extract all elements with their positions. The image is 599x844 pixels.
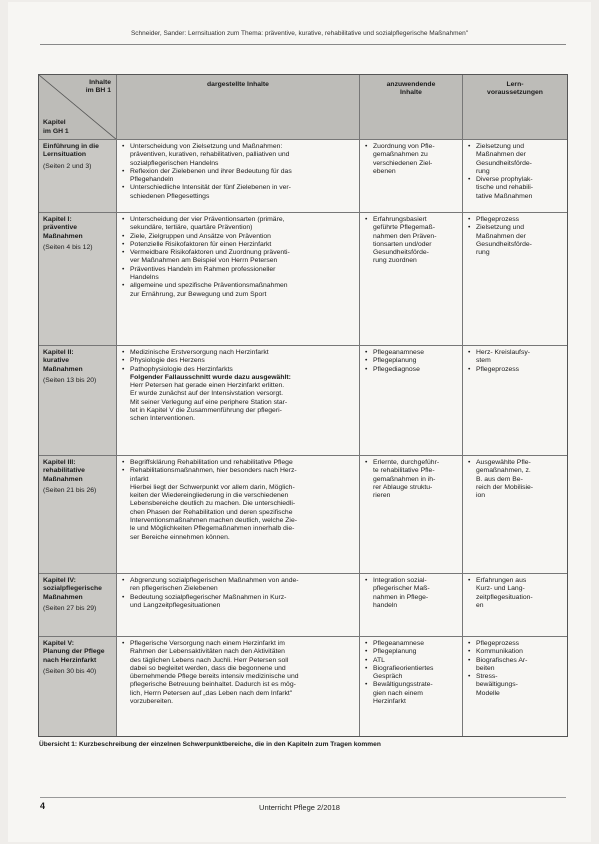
table-row [39,140,567,213]
content-bullet [130,233,355,241]
prereq-list [467,459,563,500]
chapter-pages [43,244,112,252]
content-line: • Ziele, Zielgruppen und Ansätze von Prävention [130,232,271,240]
prereq-list [467,577,563,610]
apply-bullet [373,648,458,656]
content-bullet [130,357,355,365]
chapter-title [43,216,112,241]
prereq-cell [463,140,567,212]
chapter-pages-line: (Seiten 13 bis 20) [43,376,97,384]
corner-top-line: Inhalte [89,79,111,86]
content-line: zur Ernährung, zur Bewegung und zum Sport [130,290,267,298]
apply-line: nahmen den Präven- [373,232,437,240]
content-bullet [130,366,355,374]
prereq-line: stem [476,357,491,365]
chapter-title-line: Planung der Pflege [43,648,105,656]
prereq-line: Kurz- und Lang- [476,585,525,593]
content-line: übernehmende Pflege bereits intensiv medizinische und [130,673,299,681]
prereq-line: B. aus dem Be- [476,475,523,483]
content-line: Pflegehandeln [130,176,174,184]
apply-line: te rehabilitative Pfle- [373,467,435,475]
content-line: pflegerische Betreuung beinhaltet. Dadurch ist es mög- [130,681,296,689]
header-apply-cell [360,75,463,139]
content-list [121,459,355,484]
content-cell [117,456,360,573]
content-bullet [130,577,355,594]
prereq-line: ion [476,492,486,500]
prereq-list [467,349,563,374]
prereq-line: • Zielsetzung und [476,143,524,150]
content-list [121,143,355,201]
apply-line: • Pflegeplanung [373,648,417,656]
prereq-bullet [476,366,563,374]
content-line: tet in Kapitel V die Zusammenführung der pflegeri- [130,407,282,415]
apply-cell [360,140,463,212]
chapter-title-line: Lernsituation [43,151,87,159]
content-line: Mit seiner Verlegung auf eine periphere Station star- [130,398,288,406]
chapter-pages-line: (Seiten 4 bis 12) [43,243,93,251]
content-list [121,640,355,706]
apply-bullet [373,459,458,500]
apply-bullet [373,665,458,682]
header-content-cell [117,75,360,139]
chapter-title [43,577,112,602]
header-prereq-line: voraussetzungen [487,89,543,97]
content-bullet [130,459,355,467]
chapter-title-line: Kapitel IV: [43,577,76,584]
apply-bullet [373,577,458,610]
prereq-bullet [476,673,563,698]
prereq-list [467,216,563,257]
content-line: • Begriffsklärung Rehabilitation und rehabilitative Pflege [130,459,293,466]
apply-line: gien nach einem [373,689,423,697]
chapter-title [43,349,112,374]
content-line: sozialpflegerischen Handelns [130,159,219,167]
prereq-line: Gesundheitsförde- [476,159,532,167]
prereq-list [467,143,563,201]
header-corner-cell [39,75,117,139]
prereq-line: • Erfahrungen aus [476,577,527,584]
prereq-bullet [476,143,563,176]
apply-line: • Integration sozial- [373,577,427,584]
content-note [130,374,355,424]
chapter-pages [43,605,112,613]
chapter-pages-line: (Seiten 2 und 3) [43,162,92,170]
apply-line: handeln [373,601,398,609]
prereq-line: Maßnahmen der [476,151,526,159]
chapter-title [43,459,112,484]
content-line: • Pathophysiologie des Herzinfarkts [130,365,233,373]
apply-line: rung zuordnen [373,257,417,265]
chapter-title-line: Kapitel V: [43,640,74,647]
chapter-cell [39,637,117,736]
content-line: • Physiologie des Herzens [130,357,205,365]
content-line: schiedenen Pflegesettings [130,192,210,200]
apply-line: verschiedenen Ziel- [373,159,433,167]
apply-line: geführte Pflegemaß- [373,224,435,232]
prereq-bullet [476,459,563,500]
content-line: • Potenzielle Risikofaktoren für einen Herzinfarkt [130,240,272,248]
apply-line: tionsarten und/oder [373,240,432,248]
prereq-line: • Herz- Kreislaufsy- [476,349,531,356]
chapter-title-line: Maßnahmen [43,232,83,240]
content-bullet [130,143,355,168]
chapter-title-line: Kapitel II: [43,349,74,356]
apply-line: nahmen in Pflege- [373,593,429,601]
content-line: • Bedeutung sozialpflegerischer Maßnahmen in Kurz- [130,593,287,601]
content-line: ren pflegerischen Zielebenen [130,585,218,593]
apply-line: • Pflegeplanung [373,357,417,365]
content-line: • Abgrenzung sozialpflegerischen Maßnahmen von ande- [130,577,299,584]
apply-list [364,143,458,176]
content-line: le und Möglichkeiten Pflegemaßnahmen innerhalb die- [130,525,295,533]
prereq-line: beiten [476,664,495,672]
table-row [39,213,567,346]
content-bullet [130,168,355,185]
prereq-line: tische und rehabili- [476,184,534,192]
apply-line: Gespräch [373,673,403,681]
content-bullet [130,640,355,706]
content-line: des täglichen Lebens nach Juchli. Herr Petersen soll [130,656,289,664]
apply-line: • Pflegeanamnese [373,349,425,356]
chapter-title [43,640,112,665]
prereq-line: bewältigungs- [476,681,518,689]
prereq-line: • Pflegeprozess [476,365,520,373]
prereq-line: • Biografisches Ar- [476,656,528,664]
chapter-title-line: Maßnahmen [43,593,83,601]
header-prereq-line: Lern- [506,81,524,88]
chapter-pages [43,487,112,495]
content-line: infarkt [130,475,149,483]
apply-line: Herzinfarkt [373,698,406,706]
chapter-pages [43,377,112,385]
page-number: 4 [40,801,46,811]
apply-list [364,216,458,266]
prereq-line: • Diverse prophylak- [476,176,533,184]
content-line: chen Phasen der Rehabilitation und deren spezifische [130,508,293,516]
apply-list [364,349,458,374]
chapter-title-line: nach Herzinfarkt [43,656,97,664]
prereq-line: • Pflegeprozess [476,216,520,223]
apply-line: • Zuordnung von Pfle- [373,143,435,150]
chapter-title-line: Einführung in die [43,143,99,150]
content-line: Folgender Fallausschnitt wurde dazu ausgewählt: [130,373,291,381]
apply-line: • Pflegeanamnese [373,640,425,647]
content-cell [117,213,360,345]
prereq-cell [463,637,567,736]
apply-cell [360,637,463,736]
corner-top-line: im BH 1 [85,87,111,95]
apply-bullet [373,657,458,665]
content-list [121,349,355,374]
apply-bullet [373,143,458,176]
chapter-pages [43,668,112,676]
prereq-bullet [476,349,563,366]
apply-line: rieren [373,492,391,500]
chapter-title-line: rehabilitative [43,467,85,475]
corner-bottom-label [43,119,69,136]
prereq-line: Maßnahmen der [476,232,526,240]
content-list [121,216,355,299]
content-line: vorzubereiten. [130,698,174,706]
chapter-title-line: Kapitel I: [43,216,72,223]
table-caption: Übersicht 1: Kurzbeschreibung der einzelnen Schwerpunktbereiche, die in den Kapiteln zum Tragen kommen [39,741,381,748]
header-prereq-cell [463,75,567,139]
content-list [121,577,355,610]
chapter-pages [43,163,112,171]
apply-bullet [373,357,458,365]
apply-line: gemaßnahmen zu [373,151,428,159]
content-line: Er wurde zunächst auf der Intensivstation versorgt. [130,390,284,398]
content-cell [117,637,360,736]
prereq-line: • Ausgewählte Pfle- [476,459,531,466]
prereq-bullet [476,640,563,648]
chapter-cell [39,213,117,345]
apply-bullet [373,640,458,648]
content-bullet [130,467,355,484]
prereq-line: • Stress- [476,673,498,681]
content-line: sekundäre, tertiäre, quartäre Prävention) [130,224,253,232]
corner-top-label [86,79,111,96]
prereq-line: zeitpflegesituation- [476,593,533,601]
apply-line: • Bewältigungsstrate- [373,681,433,689]
prereq-cell [463,213,567,345]
chapter-pages-line: (Seiten 21 bis 26) [43,486,97,494]
content-cell [117,140,360,212]
chapter-title-line: Kapitel III: [43,459,76,466]
content-line: Rahmen der Lebensaktivitäten nach den Aktivitäten [130,648,285,656]
table-row [39,637,567,736]
chapter-title-line: sozialpflegerische [43,585,102,593]
content-line: und Langzeitpflegesituationen [130,601,221,609]
chapter-title-line: Maßnahmen [43,475,83,483]
prereq-bullet [476,657,563,674]
table-row [39,346,567,456]
chapter-title [43,143,112,160]
content-line: Handelns [130,274,159,282]
apply-line: • Erlernte, durchgeführ- [373,459,440,466]
apply-bullet [373,216,458,266]
prereq-line: • Zielsetzung und [476,224,524,232]
prereq-line: Modelle [476,689,500,697]
apply-cell [360,574,463,636]
content-bullet [130,249,355,266]
content-line: Hierbei liegt der Schwerpunkt vor allem darin, Möglich- [130,483,295,491]
prereq-line: en [476,601,484,609]
content-line: • Unterschiedliche Intensität der fünf Zielebenen in ver- [130,184,291,192]
apply-list [364,577,458,610]
apply-list [364,459,458,500]
content-line: Interventionsmaßnahmen machen deutlich, welche Zie- [130,517,297,525]
apply-bullet [373,681,458,706]
content-line: • Unterscheidung der vier Präventionsarten (primäre, [130,216,285,223]
content-bullet [130,266,355,283]
apply-line: • Pflegediagnose [373,365,420,373]
prereq-bullet [476,648,563,656]
chapter-cell [39,574,117,636]
content-line: • Präventives Handeln im Rahmen professioneller [130,265,276,273]
prereq-cell [463,456,567,573]
content-line: schen Interventionen. [130,415,195,423]
apply-list [364,640,458,706]
chapter-cell [39,346,117,455]
prereq-line: tative Maßnahmen [476,192,533,200]
prereq-bullet [476,577,563,610]
content-line: • Pflegerische Versorgung nach einem Herzinfarkt im [130,640,285,647]
content-note [130,484,355,542]
apply-bullet [373,349,458,357]
header-apply-line: Inhalte [400,89,422,97]
content-line: • Medizinische Erstversorgung nach Herzinfarkt [130,349,269,356]
content-line: präventiven, kurativen, rehabilitativen, palliativen und [130,151,290,159]
content-line: Herr Petersen hat gerade einen Herzinfarkt erlitten. [130,382,285,390]
apply-line: ebenen [373,167,396,175]
apply-bullet [373,366,458,374]
content-line: • Unterscheidung von Zielsetzung und Maßnahmen: [130,143,283,150]
table-header-row [39,75,567,140]
prereq-list [467,640,563,698]
content-bullet [130,216,355,233]
prereq-bullet [476,224,563,257]
header-apply-line: anzuwendende [386,81,436,88]
prereq-line: • Pflegeprozess [476,640,520,647]
chapter-cell [39,456,117,573]
content-bullet [130,349,355,357]
content-line: ver Maßnahmen am Beispiel von Herrn Petersen [130,257,278,265]
content-bullet [130,184,355,201]
content-line: • allgemeine und spezifische Präventionsmaßnahmen [130,282,288,290]
apply-line: pflegerischer Maß- [373,585,430,593]
content-line: Lebensbereiche deutlich zu machen. Die unterschiedli- [130,500,296,508]
table-row [39,456,567,574]
prereq-line: rung [476,249,490,257]
chapter-pages-line: (Seiten 27 bis 29) [43,604,97,612]
apply-cell [360,346,463,455]
content-bullet [130,241,355,249]
chapter-pages-line: (Seiten 30 bis 40) [43,667,97,675]
apply-cell [360,213,463,345]
prereq-line: reich der Mobilisie- [476,483,534,491]
apply-line: • Erfahrungsbasiert [373,216,427,223]
apply-line: • Biografieorientiertes [373,664,434,672]
content-line: lich, Herrn Petersen auf „das Leben nach dem Infarkt" [130,689,293,697]
apply-line: Gesundheitsförde- [373,249,429,257]
prereq-bullet [476,216,563,224]
corner-bottom-line: im GH 1 [43,127,69,135]
content-line: keiten der Wiedereingliederung in die verschiedenen [130,492,289,500]
apply-line: rer Ablauge struktu- [373,483,433,491]
chapter-title-line: Maßnahmen [43,365,83,373]
prereq-bullet [476,176,563,201]
prereq-cell [463,574,567,636]
content-line: ser Bereiche einnehmen können. [130,533,230,541]
apply-line: • ATL [373,656,385,664]
chapter-title-line: präventive [43,224,78,232]
prereq-line: rung [476,167,490,175]
prereq-cell [463,346,567,455]
apply-line: gemaßnahmen in ih- [373,475,436,483]
prereq-line: Gesundheitsförde- [476,240,532,248]
header-rule [40,44,566,45]
apply-cell [360,456,463,573]
chapter-title-line: kurative [43,357,70,365]
content-cell [117,574,360,636]
content-bullet [130,594,355,611]
prereq-line: gemaßnahmen, z. [476,467,531,475]
overview-table [38,74,568,737]
content-cell [117,346,360,455]
prereq-line: • Kommunikation [476,648,523,656]
corner-bottom-line: Kapitel [43,119,66,127]
content-line: dabei so begleitet werden, dass die begonnene und [130,664,286,672]
content-bullet [130,282,355,299]
content-line: • Rehabilitationsmaßnahmen, hier besonders nach Herz- [130,467,297,475]
content-line: • Vermeidbare Risikofaktoren und Zuordnung präventi- [130,249,290,257]
chapter-cell [39,140,117,212]
header-content-label: dargestellte Inhalte [207,81,269,88]
content-line: • Reflexion der Zielebenen und ihrer Bedeutung für das [130,167,292,175]
footer-rule [40,797,566,798]
running-head: Schneider, Sander: Lernsituation zum Thema: präventive, kurative, rehabilitative und sozialpflegerische Maßnahmen" [130,30,469,37]
table-row [39,574,567,637]
journal-footer: Unterricht Pflege 2/2018 [259,803,340,812]
